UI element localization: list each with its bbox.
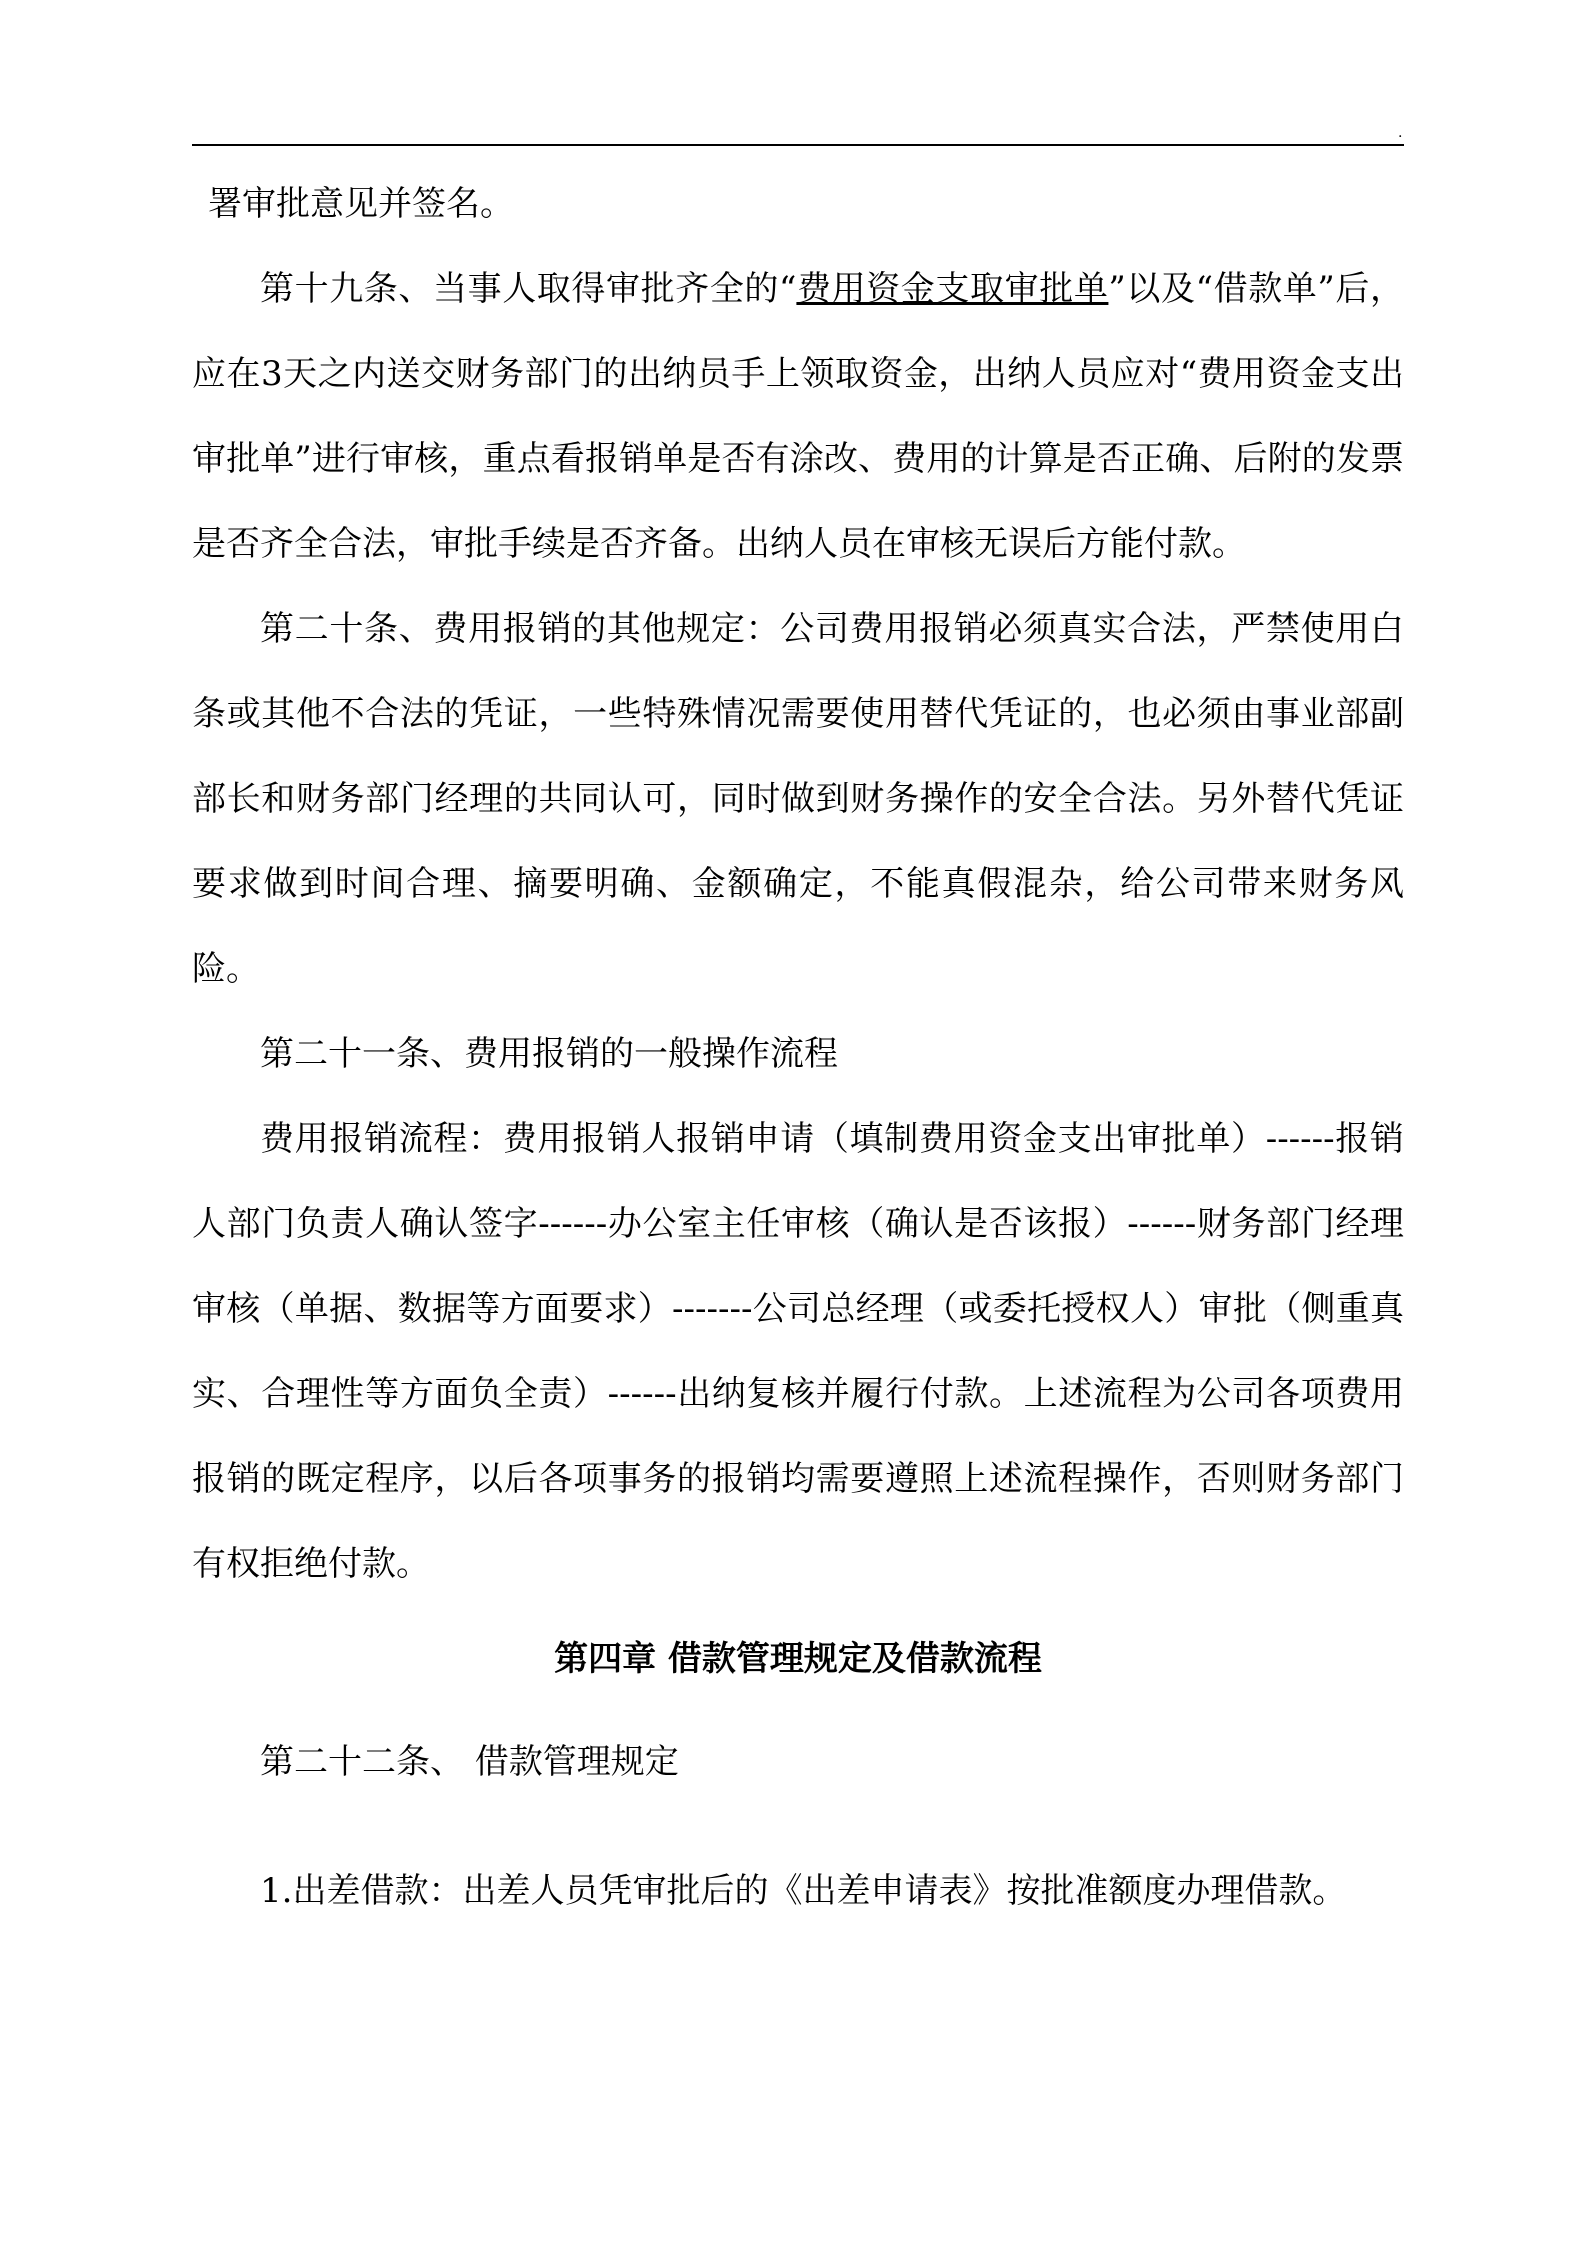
approval-form-link: 费用资金支取审批单 [796, 269, 1109, 309]
paragraph-continuation: 署审批意见并签名。 [208, 184, 514, 224]
paragraph-article-20: 第二十条、费用报销的其他规定：公司费用报销必须真实合法，严禁使用白条或其他不合法的凭证，一些特殊情况需要使用替代凭证的，也必须由事业部副部长和财务部门经理的共同认可，同时做到财务操作的安全合法。另外替代凭证要求做到时间合理、摘要明确、金额确定，不能真假混杂，给公司带来财务风险。 [192, 609, 1404, 989]
paragraph-article-21: 第二十一条、费用报销的一般操作流程 [260, 1034, 838, 1074]
paragraph-item-1: 1.出差借款：出差人员凭审批后的《出差申请表》按批准额度办理借款。 [260, 1871, 1347, 1911]
paragraph-article-19 [192, 247, 1404, 587]
chapter-heading: 第四章 借款管理规定及借款流程 [554, 1639, 1042, 1679]
header-dot: . [1398, 125, 1403, 141]
paragraph-reimbursement-flow: 费用报销流程：费用报销人报销申请（填制费用资金支出审批单）------报销人部门负责人确认签字------办公室主任审核（确认是否该报）------财务部门经理审核（单据、数据等方面要求）-------公司总经理（或委托授权人）审批（侧重真实、合理性等方面负全责）------出纳复核并履行付款。上述流程为公司各项费用报销的既定程序，以后各项事务的报销均需要遵照上述流程操作，否则财务部门有权拒绝付款。 [192, 1119, 1404, 1584]
document-page [192, 162, 1404, 1934]
article-19-text-pre: 第十九条、当事人取得审批齐全的“ [260, 269, 797, 309]
article-19-text-post: ”以及“借款单”后，应在3天之内送交财务部门的出纳员手上领取资金，出纳人员应对“费用资金支出审批单”进行审核，重点看报销单是否有涂改、费用的计算是否正确、后附的发票是否齐全合法，审批手续是否齐备。出纳人员在审核无误后方能付款。 [192, 269, 1404, 564]
header-rule [192, 144, 1404, 146]
paragraph-article-22: 第二十二条、 借款管理规定 [260, 1742, 679, 1782]
